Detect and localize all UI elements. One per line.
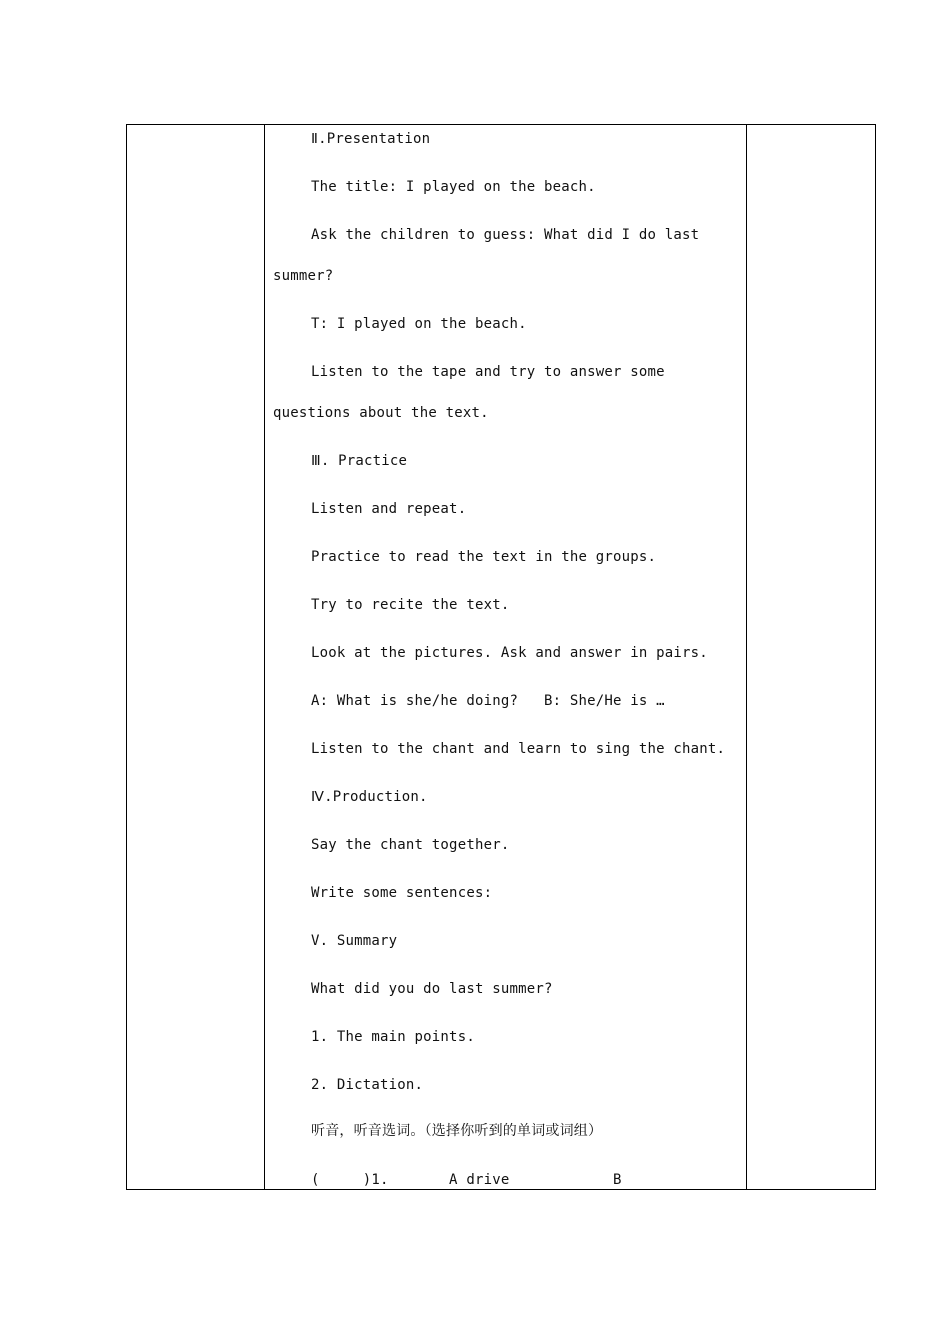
- text-line: Practice to read the text in the groups.: [311, 549, 657, 565]
- lesson-plan-table: [126, 124, 876, 1190]
- exercise-item: ( )1. A drive B: [311, 1172, 622, 1188]
- text-line: Listen to the chant and learn to sing the chant.: [311, 741, 726, 757]
- text-line: Try to recite the text.: [311, 597, 510, 613]
- content-column-cell: [265, 125, 747, 1189]
- left-column-cell: [127, 125, 265, 1189]
- text-line: Say the chant together.: [311, 837, 510, 853]
- text-line: Listen to the tape and try to answer some: [311, 364, 665, 380]
- heading-presentation: Ⅱ.Presentation: [311, 131, 431, 147]
- chinese-instruction: 听音，听音选词。（选择你听到的单词或词组）: [311, 1123, 603, 1139]
- text-line: 1. The main points.: [311, 1029, 475, 1045]
- text-line: questions about the text.: [273, 405, 489, 421]
- heading-production: Ⅳ.Production.: [311, 789, 428, 805]
- text-line: summer?: [273, 268, 334, 284]
- text-line: 2. Dictation.: [311, 1077, 424, 1093]
- text-line: What did you do last summer?: [311, 981, 553, 997]
- heading-practice: Ⅲ. Practice: [311, 453, 408, 469]
- text-line: The title: I played on the beach.: [311, 179, 596, 195]
- text-line: Listen and repeat.: [311, 501, 467, 517]
- text-line: Look at the pictures. Ask and answer in pairs.: [311, 645, 708, 661]
- heading-summary: V. Summary: [311, 933, 398, 949]
- text-line: T: I played on the beach.: [311, 316, 527, 332]
- right-column-cell: [747, 125, 875, 1189]
- text-line: A: What is she/he doing? B: She/He is …: [311, 693, 665, 709]
- text-line: Write some sentences:: [311, 885, 493, 901]
- text-line: Ask the children to guess: What did I do last: [311, 227, 700, 243]
